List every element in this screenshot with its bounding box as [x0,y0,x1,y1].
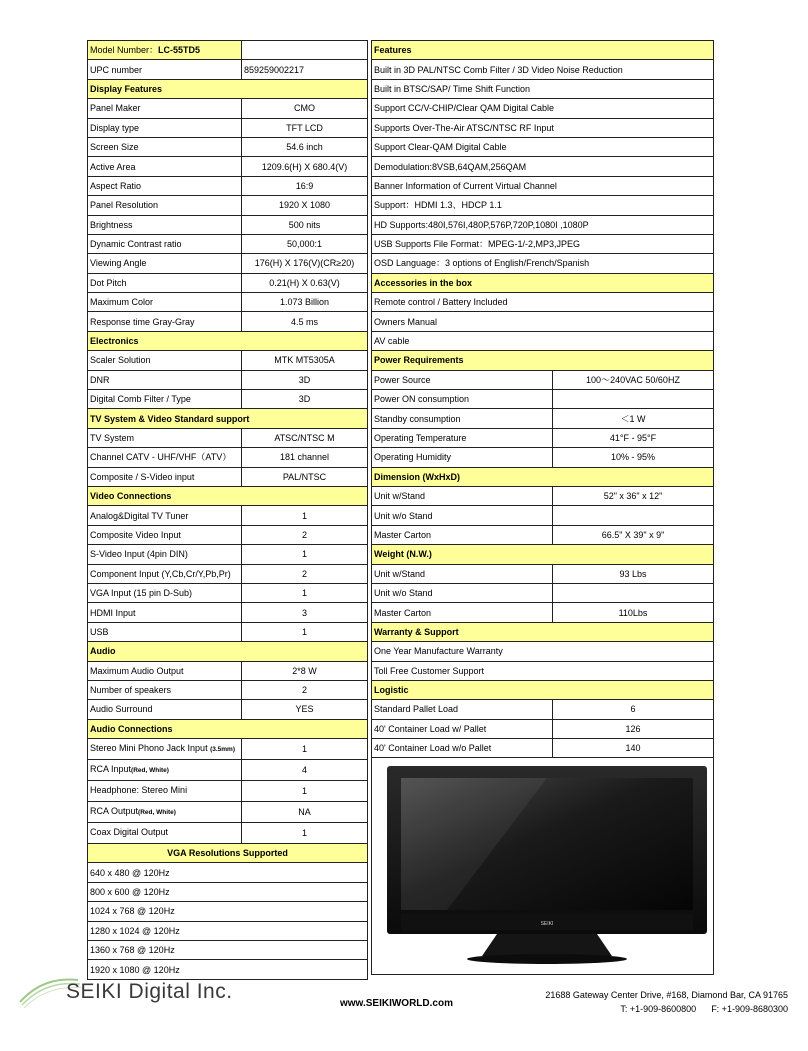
table-row [88,921,368,940]
table-row [372,525,714,544]
spec-value: 3 [242,603,368,622]
table-row [372,331,714,350]
spec-label: Toll Free Customer Support [372,661,714,680]
spec-label: Dot Pitch [88,273,242,292]
spec-value: 41°F - 95°F [553,428,714,447]
section-header [372,41,714,60]
table-row [88,196,368,215]
table-row [88,863,368,882]
table-row [88,157,368,176]
table-row [372,661,714,680]
table-row [88,564,368,583]
spec-label: Viewing Angle [88,254,242,273]
spec-value: 93 Lbs [553,564,714,583]
table-row [372,409,714,428]
table-row [88,215,368,234]
spec-value: ＜1 W [553,409,714,428]
table-row [372,215,714,234]
section-header [372,351,714,370]
table-row [88,760,368,781]
table-row [88,941,368,960]
spec-label: Screen Size [88,137,242,156]
table-row [88,583,368,602]
connector-name: RCA Output [90,806,139,817]
table-row [88,781,368,802]
table-row [372,700,714,719]
website-link[interactable]: www.SEIKIWORLD.com [340,998,453,1009]
section-title: Logistic [372,680,714,699]
table-row [88,739,368,760]
section-title: Video Connections [88,486,368,505]
table-row [88,802,368,823]
connector-name: Stereo Mini Phono Jack Input [90,743,211,754]
section-title: Audio [88,642,368,661]
spec-value: 0.21(H) X 0.63(V) [242,273,368,292]
spec-label: Active Area [88,157,242,176]
table-row [372,118,714,137]
table-row [88,390,368,409]
table-row [372,79,714,98]
spec-label: HDMI Input [88,603,242,622]
spec-label: Support Clear-QAM Digital Cable [372,137,714,156]
right-spec-table [371,40,714,975]
spec-value: YES [242,700,368,719]
table-row [88,545,368,564]
model-number-cell [88,41,242,60]
right-table [371,40,714,758]
spec-label: VGA Input (15 pin D-Sub) [88,583,242,602]
spec-label: HD Supports:480I,576I,480P,576P,720P,1080I ,1080P [372,215,714,234]
spec-label: Master Carton [372,525,553,544]
spec-label: TV System [88,428,242,447]
section-title: Features [372,41,714,60]
spec-label: Support CC/V-CHIP/Clear QAM Digital Cable [372,99,714,118]
address-line: 21688 Gateway Center Drive, #168, Diamond Bar, CA 91765 [545,990,788,1000]
section-header [372,622,714,641]
spec-label: 800 x 600 @ 120Hz [88,882,368,901]
section-title: VGA Resolutions Supported [88,844,368,863]
spec-label: Panel Maker [88,99,242,118]
spec-value: 4.5 ms [242,312,368,331]
spec-value: 6 [553,700,714,719]
spec-value: 110Lbs [553,603,714,622]
table-row [372,254,714,273]
table-row [372,176,714,195]
spec-label: Demodulation:8VSB,64QAM,256QAM [372,157,714,176]
section-title: Dimension (WxHxD) [372,467,714,486]
spec-label: Analog&Digital TV Tuner [88,506,242,525]
product-image-box [371,758,714,975]
spec-label: USB [88,622,242,641]
contact-line [545,1002,788,1016]
table-row [372,157,714,176]
spec-value: 1 [242,781,368,802]
spec-label [88,802,242,823]
table-row [372,390,714,409]
table-row [372,196,714,215]
table-row [88,370,368,389]
section-header [88,331,368,350]
section-title: Audio Connections [88,719,368,738]
spec-value: NA [242,802,368,823]
spec-label: 1360 x 768 @ 120Hz [88,941,368,960]
spec-value: 176(H) X 176(V)(CR≥20) [242,254,368,273]
model-number-blank [242,41,368,60]
spec-value: 1209.6(H) X 680.4(V) [242,157,368,176]
spec-value [553,390,714,409]
connector-note: (3.5mm) [210,746,236,754]
spec-value: 2 [242,564,368,583]
spec-label: 1280 x 1024 @ 120Hz [88,921,368,940]
spec-value: 1 [242,545,368,564]
spec-label: Scaler Solution [88,351,242,370]
left-table [87,40,368,980]
section-header [372,545,714,564]
spec-label: Unit w/Stand [372,486,553,505]
table-row [88,823,368,844]
spec-label: Owners Manual [372,312,714,331]
footer-address [545,988,788,1016]
section-title: Display Features [88,79,368,98]
spec-label: Aspect Ratio [88,176,242,195]
spec-label: Support：HDMI 1.3、HDCP 1.1 [372,196,714,215]
table-row [372,137,714,156]
spec-label: AV cable [372,331,714,350]
connector-note: (Red, White) [131,767,169,775]
spec-value: 181 channel [242,448,368,467]
spec-label: DNR [88,370,242,389]
spec-label: Banner Information of Current Virtual Channel [372,176,714,195]
spec-value: 1 [242,506,368,525]
spec-label: Number of speakers [88,680,242,699]
spec-label: Operating Humidity [372,448,553,467]
spec-label: One Year Manufacture Warranty [372,642,714,661]
spec-label: Response time Gray-Gray [88,312,242,331]
table-row [88,351,368,370]
table-row [88,176,368,195]
spec-value: 140 [553,739,714,758]
table-row [372,486,714,505]
spec-label: Operating Temperature [372,428,553,447]
spec-value: 54.6 inch [242,137,368,156]
spec-value: 2 [242,525,368,544]
model-label: Model Number： [90,45,159,56]
connector-name: RCA Input [90,764,132,775]
spec-value: 1920 X 1080 [242,196,368,215]
spec-value: 500 nits [242,215,368,234]
table-row [372,564,714,583]
table-row [88,254,368,273]
table-row [372,428,714,447]
section-title: Power Requirements [372,351,714,370]
section-header [88,719,368,738]
spec-label: 40' Container Load w/ Pallet [372,719,553,738]
spec-label: Brightness [88,215,242,234]
brand-suffix: Digital Inc. [122,980,233,1003]
spec-label: 40' Container Load w/o Pallet [372,739,553,758]
spec-value: 16:9 [242,176,368,195]
section-header [372,273,714,292]
table-row [372,293,714,312]
left-spec-table [87,40,368,980]
spec-label: 640 x 480 @ 120Hz [88,863,368,882]
section-title: TV System & Video Standard support [88,409,368,428]
spec-label: USB Supports File Format：MPEG-1/-2,MP3,JPEG [372,234,714,253]
spec-label: Panel Resolution [88,196,242,215]
table-row [372,739,714,758]
spec-label: Dynamic Contrast ratio [88,234,242,253]
table-row [88,882,368,901]
spec-value: 1 [242,823,368,844]
spec-value: CMO [242,99,368,118]
table-row [88,525,368,544]
spec-label [88,760,242,781]
spec-label: S-Video Input (4pin DIN) [88,545,242,564]
table-row [88,506,368,525]
section-header [88,409,368,428]
table-row [372,234,714,253]
spec-label: Built in 3D PAL/NTSC Comb Filter / 3D Video Noise Reduction [372,60,714,79]
spec-label [88,739,242,760]
spec-value: 3D [242,390,368,409]
table-row [88,312,368,331]
spec-value: 1 [242,583,368,602]
spec-value: 2 [242,680,368,699]
spec-label: Channel CATV - UHF/VHF（ATV） [88,448,242,467]
spec-value [553,506,714,525]
section-header [88,642,368,661]
table-row [88,622,368,641]
spec-value [553,583,714,602]
spec-label: UPC number [88,60,242,79]
table-row [88,118,368,137]
connector-name: Headphone: Stereo Mini [90,785,188,796]
spec-value: 4 [242,760,368,781]
spec-value: 50,000:1 [242,234,368,253]
spec-label: Display type [88,118,242,137]
spec-label: Component Input (Y,Cb,Cr/Y,Pb,Pr) [88,564,242,583]
table-row [88,661,368,680]
spec-label: Remote control / Battery Included [372,293,714,312]
table-row [372,60,714,79]
section-header [88,844,368,863]
spec-value: PAL/NTSC [242,467,368,486]
spec-label: Master Carton [372,603,553,622]
table-row [372,448,714,467]
spec-label: Maximum Color [88,293,242,312]
section-title: Weight (N.W.) [372,545,714,564]
table-row [88,234,368,253]
table-row [372,312,714,331]
connector-note: (Red, White) [138,809,176,817]
spec-value: TFT LCD [242,118,368,137]
model-row [88,41,368,60]
spec-label [88,823,242,844]
spec-value: 10% - 95% [553,448,714,467]
footer-brand [66,980,233,1004]
spec-label: Unit w/o Stand [372,506,553,525]
spec-value: 52" x 36" x 12" [553,486,714,505]
table-row [88,467,368,486]
tv-brand-mark: SEIKI [540,921,554,928]
spec-label: Unit w/Stand [372,564,553,583]
spec-value: ATSC/NTSC M [242,428,368,447]
table-row [88,428,368,447]
section-header [88,486,368,505]
table-row [372,583,714,602]
spec-value: 3D [242,370,368,389]
section-header [372,680,714,699]
table-row [88,60,368,79]
spec-label: Audio Surround [88,700,242,719]
table-row [88,700,368,719]
tv-product-image [387,766,707,964]
connector-name: Coax Digital Output [90,827,169,838]
table-row [88,902,368,921]
spec-value: MTK MT5305A [242,351,368,370]
spec-label [88,781,242,802]
spec-label: 1920 x 1080 @ 120Hz [88,960,368,979]
spec-value: 859259002217 [242,60,368,79]
table-row [88,99,368,118]
table-row [372,370,714,389]
section-header [372,467,714,486]
table-row [88,680,368,699]
spec-value: 1 [242,739,368,760]
spec-label: Digital Comb Filter / Type [88,390,242,409]
spec-label: Composite Video Input [88,525,242,544]
spec-value: 1 [242,622,368,641]
table-row [88,293,368,312]
section-title: Warranty & Support [372,622,714,641]
spec-label: 1024 x 768 @ 120Hz [88,902,368,921]
spec-value: 1.073 Billion [242,293,368,312]
table-row [88,273,368,292]
table-row [88,603,368,622]
table-row [88,137,368,156]
section-header [88,79,368,98]
spec-value: 100～240VAC 50/60HZ [553,370,714,389]
table-row [372,99,714,118]
table-row [372,603,714,622]
table-row [88,448,368,467]
section-title: Electronics [88,331,368,350]
spec-value: 126 [553,719,714,738]
spec-label: Power ON consumption [372,390,553,409]
model-value: LC-55TD5 [158,45,201,56]
phone-number: T: +1-909-8600800 [620,1004,697,1014]
fax-number: F: +1-909-8680300 [711,1004,788,1014]
spec-label: Unit w/o Stand [372,583,553,602]
spec-label: Standard Pallet Load [372,700,553,719]
spec-label: Built in BTSC/SAP/ Time Shift Function [372,79,714,98]
section-title: Accessories in the box [372,273,714,292]
table-row [372,642,714,661]
spec-label: OSD Language：3 options of English/French/Spanish [372,254,714,273]
spec-label: Power Source [372,370,553,389]
brand-name: SEIKI [66,980,123,1003]
spec-label: Maximum Audio Output [88,661,242,680]
spec-label: Composite / S-Video input [88,467,242,486]
table-row [372,506,714,525]
spec-label: Supports Over-The-Air ATSC/NTSC RF Input [372,118,714,137]
spec-value: 66.5" X 39" x 9" [553,525,714,544]
spec-label: Standby consumption [372,409,553,428]
table-row [372,719,714,738]
spec-value: 2*8 W [242,661,368,680]
